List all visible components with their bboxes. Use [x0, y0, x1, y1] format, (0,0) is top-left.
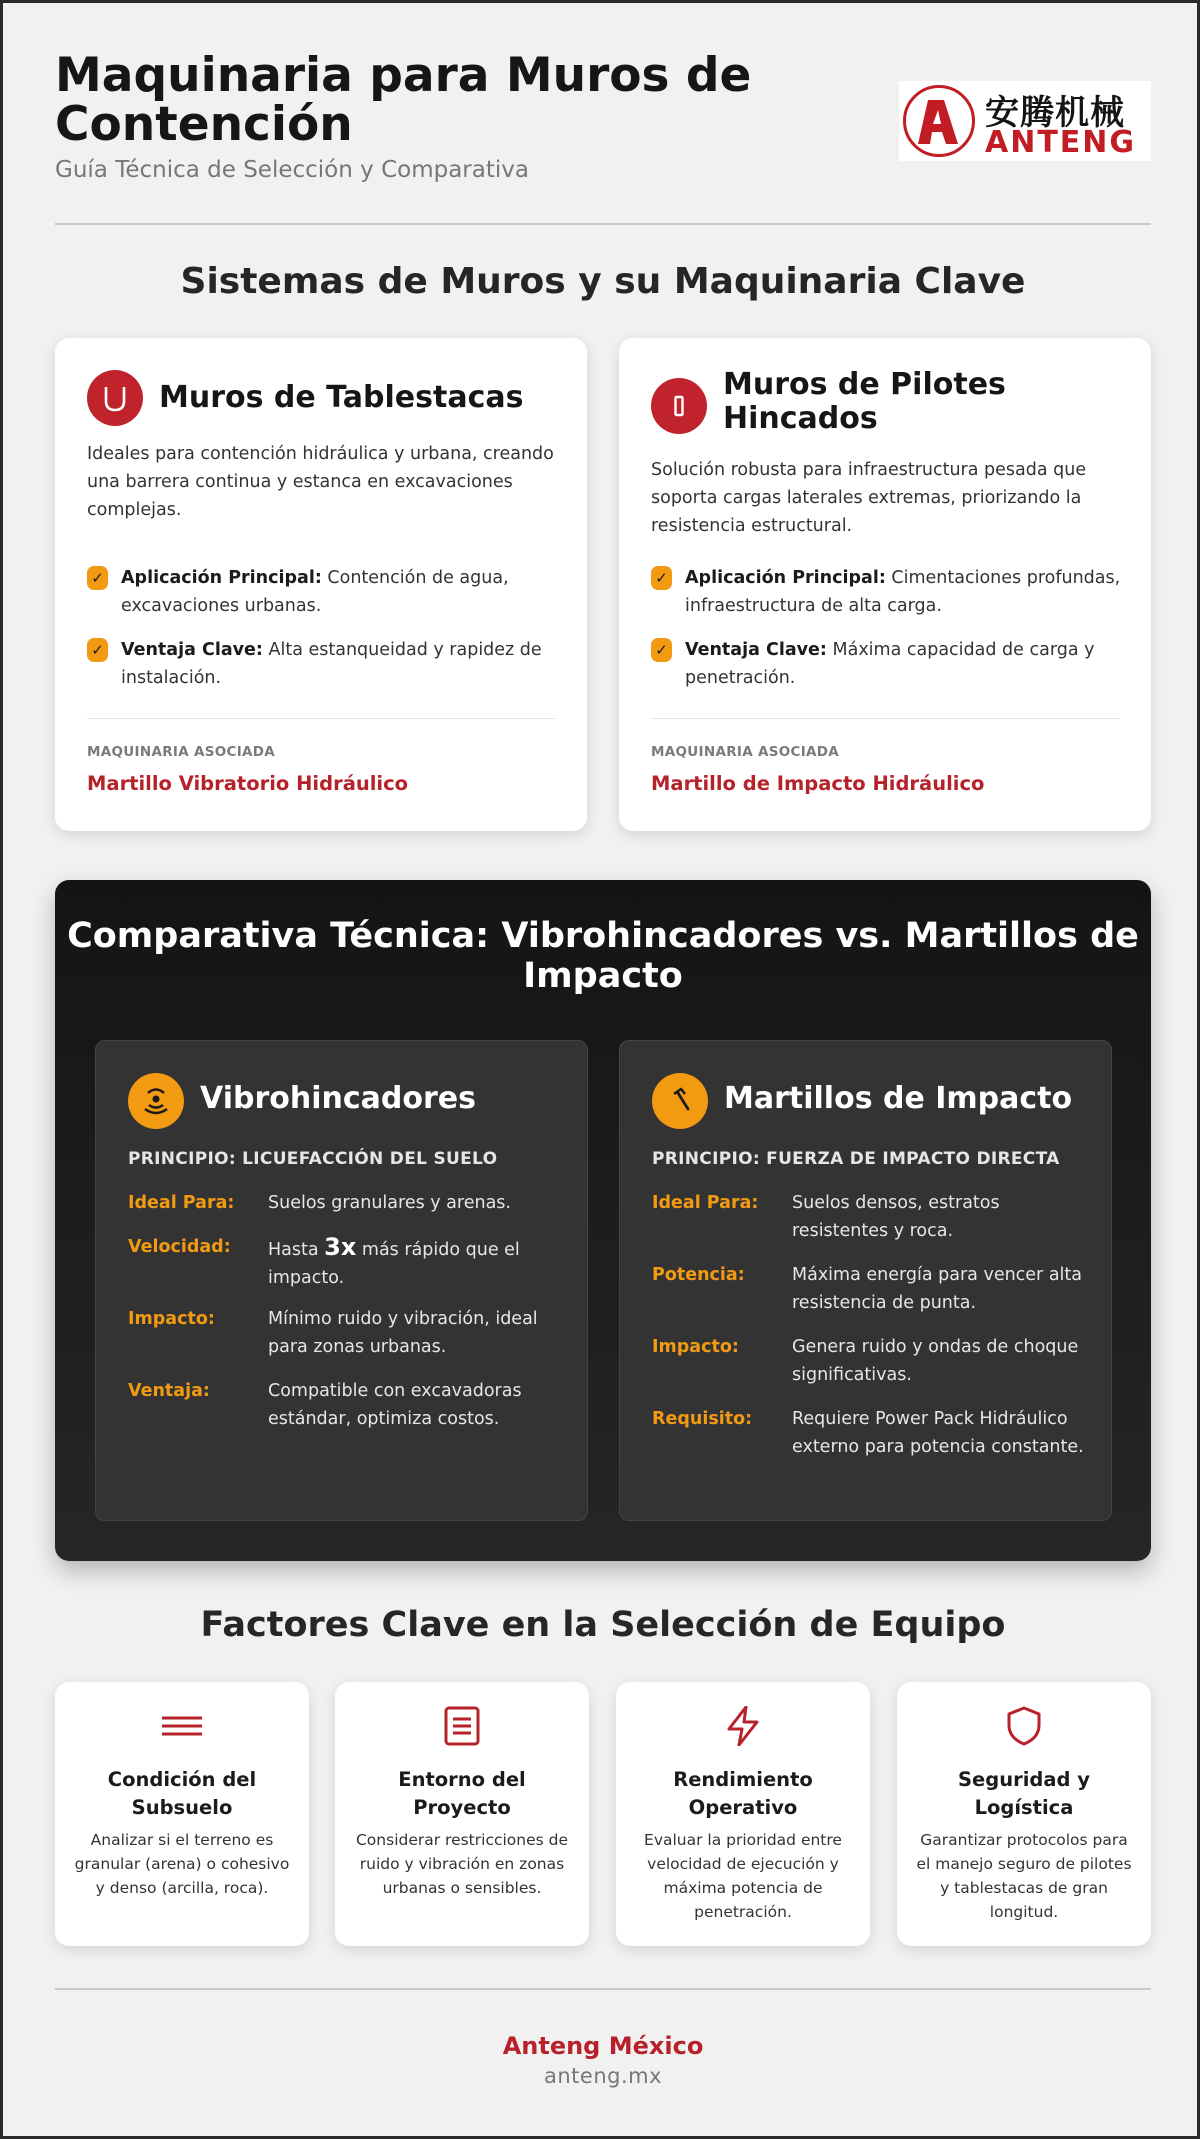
- card-divider: [87, 718, 555, 719]
- bullet-text: Alta estanqueidad y rapidez de instalación.: [121, 640, 542, 688]
- speed-multiplier: 3x: [324, 1233, 357, 1261]
- factor-title: Entorno del Proyecto: [398, 1768, 526, 1819]
- wall-card-driven-piles: [619, 338, 1151, 831]
- header: [55, 48, 1151, 225]
- footer-brand: Anteng México: [502, 2032, 704, 2060]
- hammer-icon: [652, 1073, 708, 1129]
- factor-card-subsoil: [55, 1682, 309, 1946]
- comparison-card-vibro: [95, 1040, 588, 1521]
- spec-key: Impacto:: [128, 1309, 215, 1329]
- check-icon: ✓: [651, 566, 672, 590]
- bullet-label: Ventaja Clave:: [685, 640, 827, 660]
- spec-value: Compatible con excavadoras estándar, optimiza costos.: [268, 1381, 522, 1429]
- walls-section-title: Sistemas de Muros y su Maquinaria Clave: [180, 261, 1026, 302]
- check-icon: ✓: [651, 638, 672, 662]
- vibration-icon: [128, 1073, 184, 1129]
- bullet-label: Aplicación Principal:: [121, 568, 322, 588]
- spec-value: Suelos densos, estratos resistentes y roca.: [792, 1193, 1000, 1241]
- bullet-text: Máxima capacidad de carga y penetración.: [685, 640, 1095, 688]
- wall-card-sheet-piles: [55, 338, 587, 831]
- wall-card-bullet: [87, 564, 557, 620]
- logo-chinese-text: 安腾机械: [985, 93, 1125, 133]
- comparison-card-impact: [619, 1040, 1112, 1521]
- page-title: Maquinaria para Muros de Contención: [55, 48, 752, 152]
- associated-machinery-value: Martillo Vibratorio Hidráulico: [87, 772, 409, 795]
- bullet-label: Ventaja Clave:: [121, 640, 263, 660]
- principle-text: PRINCIPIO: LICUEFACCIÓN DEL SUELO: [128, 1149, 498, 1169]
- factor-card-performance: [616, 1682, 870, 1946]
- lightning-icon: [723, 1706, 763, 1746]
- associated-machinery-value: Martillo de Impacto Hidráulico: [651, 772, 985, 795]
- wall-card-description: Ideales para contención hidráulica y urbana, creando una barrera continua y estanca en excavaciones complejas.: [87, 444, 554, 520]
- comparison-card-title: Martillos de Impacto: [724, 1081, 1073, 1116]
- associated-machinery-label: MAQUINARIA ASOCIADA: [87, 744, 276, 760]
- logo-english-text: ANTENG: [985, 125, 1137, 160]
- logo-emblem-icon: [903, 85, 975, 157]
- wall-card-description: Solución robusta para infraestructura pesada que soporta cargas laterales extremas, priorizando la resistencia estructural.: [651, 460, 1087, 536]
- factor-description: Evaluar la prioridad entre velocidad de ejecución y máxima potencia de penetración.: [644, 1831, 842, 1921]
- footer-divider: [55, 1988, 1151, 1990]
- associated-machinery-label: MAQUINARIA ASOCIADA: [651, 744, 840, 760]
- bullet-text: Cimentaciones profundas, infraestructura de alta carga.: [685, 568, 1121, 616]
- factor-description: Considerar restricciones de ruido y vibración en zonas urbanas o sensibles.: [355, 1831, 569, 1897]
- spec-value-pre: Hasta: [268, 1240, 325, 1260]
- footer-url-link[interactable]: anteng.mx: [543, 2064, 663, 2088]
- factor-description: Analizar si el terreno es granular (arena) o cohesivo y denso (arcilla, roca).: [74, 1831, 290, 1897]
- factors-section-title: Factores Clave en la Selección de Equipo: [200, 1605, 1006, 1645]
- spec-value: Máxima energía para vencer alta resistencia de punta.: [792, 1265, 1082, 1313]
- spec-value: Genera ruido y ondas de choque significativas.: [792, 1337, 1079, 1385]
- anteng-logo: [899, 81, 1151, 161]
- factor-card-safety: [897, 1682, 1151, 1946]
- card-divider: [651, 718, 1119, 719]
- bullet-text: Contención de agua, excavaciones urbanas.: [121, 568, 509, 616]
- spec-key: Impacto:: [652, 1337, 739, 1357]
- factor-title: Condición del Subsuelo: [107, 1768, 257, 1819]
- spec-value: Requiere Power Pack Hidráulico externo para potencia constante.: [792, 1409, 1084, 1457]
- shield-icon: [1004, 1706, 1044, 1746]
- check-icon: ✓: [87, 566, 108, 590]
- soil-layers-icon: [162, 1706, 202, 1746]
- spec-key: Ventaja:: [128, 1381, 210, 1401]
- check-icon: ✓: [87, 638, 108, 662]
- comparison-title: Comparativa Técnica: Vibrohincadores vs. Martillos de Impacto: [67, 916, 1139, 996]
- wall-card-bullet: [651, 636, 1121, 692]
- spec-key: Ideal Para:: [652, 1193, 759, 1213]
- sheet-pile-icon: [87, 370, 143, 426]
- document-icon: [442, 1706, 482, 1746]
- spec-key: Velocidad:: [128, 1237, 231, 1257]
- page-subtitle: Guía Técnica de Selección y Comparativa: [55, 157, 529, 183]
- principle-text: PRINCIPIO: FUERZA DE IMPACTO DIRECTA: [652, 1149, 1060, 1169]
- wall-card-bullet: [87, 636, 557, 692]
- spec-value: Suelos granulares y arenas.: [268, 1193, 511, 1213]
- factor-description: Garantizar protocolos para el manejo seguro de pilotes y tablestacas de gran longitud.: [916, 1831, 1132, 1921]
- spec-value: [268, 1233, 568, 1292]
- factor-card-environment: [335, 1682, 589, 1946]
- pile-icon: [651, 378, 707, 434]
- spec-key: Requisito:: [652, 1409, 753, 1429]
- wall-card-title: Muros de Tablestacas: [159, 380, 524, 415]
- factor-title: Seguridad y Logística: [958, 1768, 1090, 1819]
- spec-key: Potencia:: [652, 1265, 745, 1285]
- spec-value-post: más rápido que el impacto.: [268, 1240, 520, 1288]
- bullet-label: Aplicación Principal:: [685, 568, 886, 588]
- comparison-panel: [55, 880, 1151, 1561]
- spec-key: Ideal Para:: [128, 1193, 235, 1213]
- wall-card-bullet: [651, 564, 1121, 620]
- wall-card-title: Muros de Pilotes Hincados: [723, 367, 1006, 436]
- spec-value: Mínimo ruido y vibración, ideal para zonas urbanas.: [268, 1309, 538, 1357]
- comparison-card-title: Vibrohincadores: [200, 1081, 476, 1116]
- factor-title: Rendimiento Operativo: [673, 1768, 813, 1819]
